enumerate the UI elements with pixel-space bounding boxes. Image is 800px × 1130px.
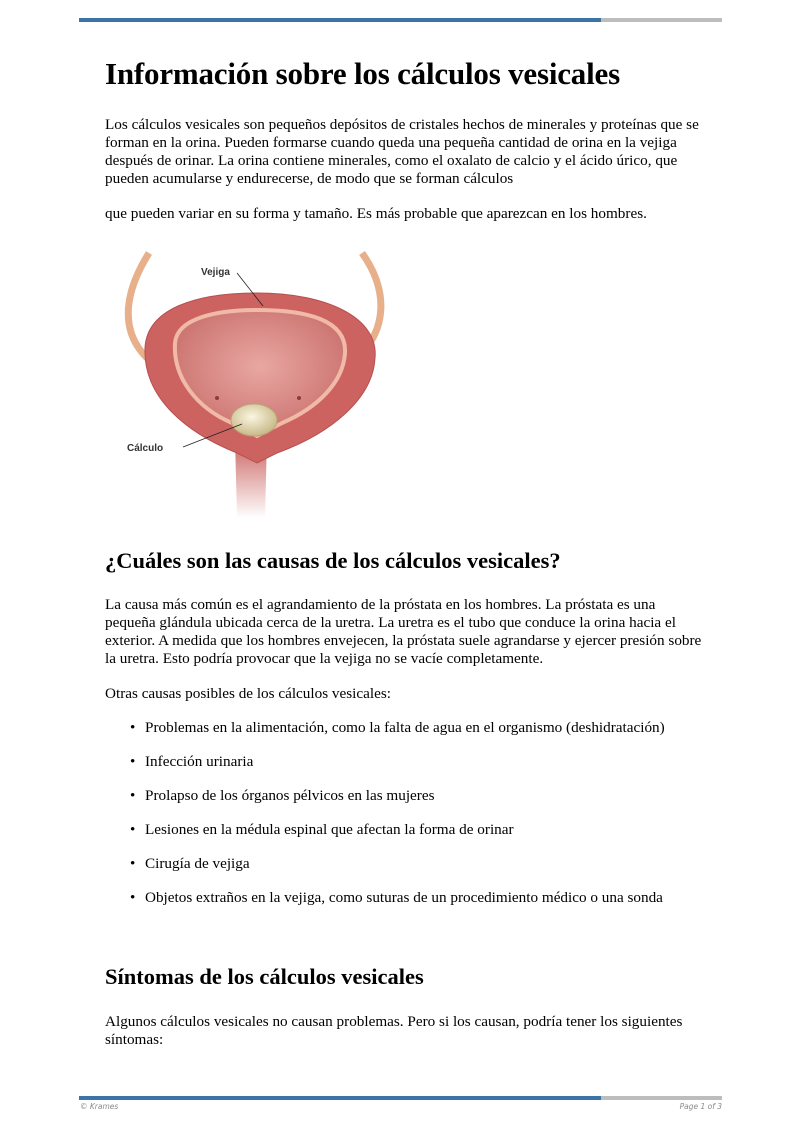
symptoms-paragraph: Algunos cálculos vesicales no causan problemas. Pero si los causan, podría tener los siguientes síntomas: (105, 1013, 683, 1048)
list-item: • Objetos extraños en la vejiga, como suturas de un procedimiento médico o una sonda (145, 889, 705, 907)
bladder-stone (231, 404, 277, 436)
label-calculo: Cálculo (127, 443, 164, 454)
footer-page-number: Page 1 of 3 (679, 1102, 722, 1111)
causes-list (105, 719, 705, 923)
section-heading-symptoms: Síntomas de los cálculos vesicales (105, 964, 424, 989)
bladder-illustration (117, 248, 397, 523)
ureteral-orifice-right (297, 396, 301, 400)
intro-paragraph: Los cálculos vesicales son pequeños depósitos de cristales hechos de minerales y proteínas que se forman en la orina. Pueden formarse cuando queda una pequeña cantidad de orina en la vejiga después de orinar. La orina contiene minerales, como el oxalato de calcio y el ácido úrico, que pueden acumularse y endurecerse, de modo que se forman cálculos (105, 116, 699, 187)
list-item: • Prolapso de los órganos pélvicos en las mujeres (145, 787, 705, 805)
causes-list-intro: Otras causas posibles de los cálculos vesicales: (105, 685, 391, 702)
list-item: • Problemas en la alimentación, como la falta de agua en el organismo (deshidratación) (145, 719, 705, 737)
footer-bar (79, 1096, 722, 1100)
header-bar (79, 18, 722, 22)
section-heading-causes: ¿Cuáles son las causas de los cálculos vesicales? (105, 548, 561, 573)
footer-copyright: © Krames (80, 1102, 119, 1111)
bladder-diagram (117, 248, 397, 523)
list-item: • Cirugía de vejiga (145, 855, 705, 873)
header-bar-accent (79, 18, 601, 22)
page-title: Información sobre los cálculos vesicales (105, 56, 620, 91)
list-item: • Infección urinaria (145, 753, 705, 771)
ureteral-orifice-left (215, 396, 219, 400)
list-item: • Lesiones en la médula espinal que afectan la forma de orinar (145, 821, 705, 839)
footer-bar-accent (79, 1096, 601, 1100)
intro-paragraph-continued: que pueden variar en su forma y tamaño. Es más probable que aparezcan en los hombres. (105, 205, 647, 222)
causes-paragraph: La causa más común es el agrandamiento de la próstata en los hombres. La próstata es una pequeña glándula ubicada cerca de la uretra. La uretra es el tubo que conduce la orina hacia el exterior. A medida que los hombres envejecen, la próstata suele agrandarse y ejercer presión sobre la uretra. Esto podría provocar que la vejiga no se vacíe completamente. (105, 596, 702, 667)
label-vejiga: Vejiga (201, 267, 230, 278)
